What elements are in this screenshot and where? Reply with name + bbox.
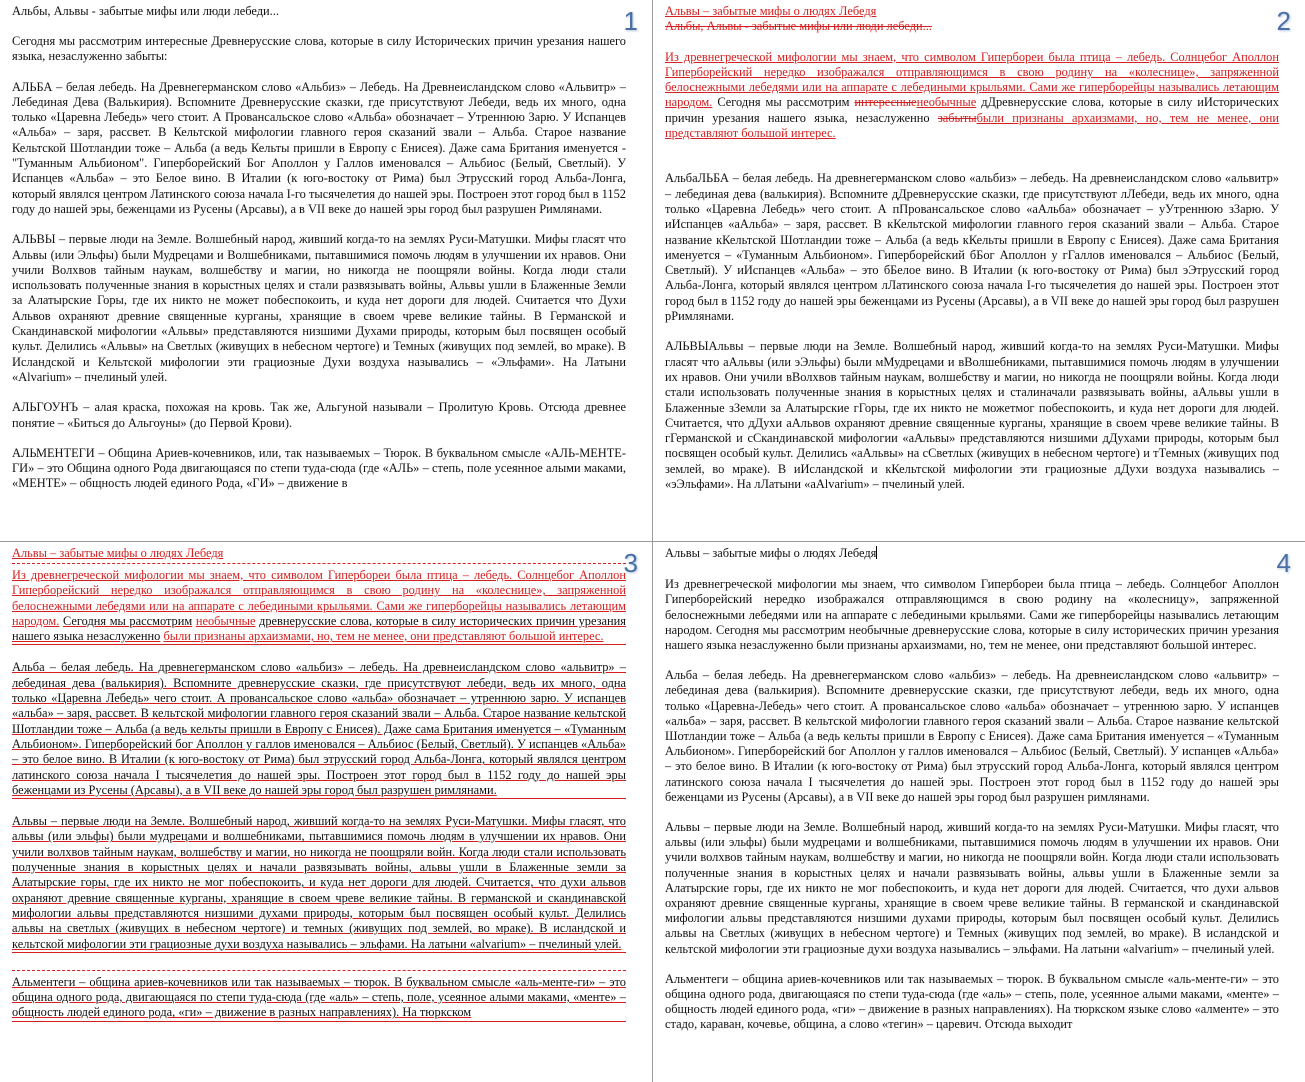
text-cursor [876, 546, 877, 559]
inserted-text: необычные [916, 95, 977, 110]
highlighted-text: необычные [195, 613, 256, 628]
deleted-text: забыты [937, 110, 977, 125]
paragraph-almentegi[interactable]: АЛЬМЕНТЕГИ – Община Ариев-кочевников, или, так называемых – Тюрок. В буквальном смысле «АЛЬ-МЕНТЕ-ГИ» – это Община одного Рода двигающаяся по степи туда-сюда (где «АЛЬ» – степь, поле усеянное алыми маками, «МЕНТЕ» – общность людей единого Рода, «ГИ» – движение в [12, 445, 626, 491]
section-divider [12, 563, 626, 564]
paragraph-alvy[interactable]: Альвы – первые люди на Земле. Волшебный народ, живший когда-то на землях Руси-Матушки. Мифы гласят, что альвы (или эльфы) были мудрецами и волшебниками, пытавшимися помочь людям в улучшении их нравов. Они учили волхвов тайным наукам, волшебству и магии, но никогда не поощряли войн. Когда люди стали использовать полученные знания в корыстных целях и начали развязывать войны, альвы ушли в Блаженные земли за Алатырские горы, где их никто не мог побеспокоить, и куда нет дороги для людей. Считается, что духи альвов охраняют древние священные курганы, хранящие в своем чреве великие тайны. В германской и скандинавской мифологии альвы представляются низшими духами природы, которым был посвящен особый культ. Делились альвы на светлых (живущих в небесном чертоге) и темных (живущих под землей, во мраке). В исландской и кельтской мифологии эти грациозные духи воздуха назывались – эльфами. На латыни «alvarium» – пчелиный улей. [12, 814, 626, 953]
paragraph-alba[interactable]: Альба – белая лебедь. На древнегерманском слово «альбиз» – лебедь. На древнеисландском слово «альвитр» – лебединая дева (валькирия). Вспомните древнерусские сказки, где присутствуют лебеди, ведь их много, одна только «Царевна Лебедь» чего стоит. А провансальское слово «альба» обозначает – утреннюю зарю. У испанцев «альба» – заря, рассвет. В кельтской мифологии главного героя сказаний звали – Альба. Старое название кельтской Шотландии тоже – Альба (а ведь кельты пришли в Европу с Енисея). Даже сама Британия именуется – «Туманным Альбионом». Гиперборейский бог Аполлон у галлов именовался – Альбиос (Белый, Светлый). У испанцев «Альба» – это белое вино. В Италии (к юго-востоку от Рима) был этрусский город Альба-Лонга, который являлся центром латинского союза начала I тысячелетия до нашей эры. Построен этот город был в 1152 году до нашей эры беженцами из Русены (Арсавы), а в VII веке до нашей эры город был разрушен римлянами. [12, 660, 626, 799]
panel-original [0, 0, 652, 541]
panel-track-changes [653, 0, 1305, 541]
paragraph-intro[interactable]: Из древнегреческой мифологии мы знаем, что символом Гипербореи была птица – лебедь. Солнцебог Аполлон Гиперборейский нередко изображался отправляющимся в свою родину на «колесницу», запряженной белоснежными лебедями или на аппарате с лебедиными крыльями. Сами же гиперборейцы назывались летающим народом. Сегодня мы рассмотрим необычные древнерусские слова, которые в силу исторических причин урезания нашего языка незаслуженно были признаны архаизмами, но, тем не менее, они представляют большой интерес. [665, 577, 1279, 653]
paragraph-alba[interactable]: АЛЬБА – белая лебедь. На Древнегерманском слово «Альбиз» – Лебедь. На Древнеисландском слово «Альвитр» – Лебединая Дева (Валькирия). Вспомните Древнерусские сказки, где присутствуют Лебеди, ведь их много, одна только «Царевна Лебедь» чего стоит. А Провансальское слово «Альба» обозначает – Утреннюю Зарю. У Испанцев «Альба» – заря, рассвет. В Кельтской мифологии главного героя сказаний звали – Альба. Старое название Кельтской Шотландии тоже – Альба (а ведь Кельты пришли в Европу с Енисея). Даже сама Британия именуется - "Туманным Альбионом". Гиперборейский Бог Аполлон у Галлов именовался – Альбиос (Белый, Светлый). У Испанцев «Альба» – это Белое вино. В Италии (к юго-востоку от Рима) был Этрусский город Альба-Лонга, который являлся центром Латинского союза начала I-го тысячелетия до нашей эры. Построен этот город был в 1152 году до нашей эры, беженцами из Русены (Арсавы), а в VII веке до нашей эры город был разрушен Римлянами. [12, 79, 626, 216]
highlighted-text: были признаны архаизмами, но, тем не менее, они представляют большой интерес. [163, 629, 604, 644]
body-text: Сегодня мы рассмотрим [717, 95, 850, 110]
body-text: дДревнерусские слова, которые в силу иИсторических причин урезания нашего языка, незаслуженно [665, 95, 1280, 125]
paragraph-alvy[interactable]: АЛЬВЫАльвы – первые люди на Земле. Волшебный народ, живший когда-то на землях Руси-Матушки. Мифы гласят что аАльвы (или эЭльфы) были мМудрецами и вВолшебниками, пытавшимися помочь людям в улучшении их нравов. Они учили вВолхвов тайным наукам, волшебству и магии, но никогда не поощряли войны. Когда люди стали использовать полученные знания в корыстных целях и сталиначали развязывать войны, аАльвы ушли в Блаженные зЗемли за Алатырские гГоры, где их никто не можетмог побеспокоить, и куда нет дороги для людей. Считается, что дДухи аАльвов охраняют древние священные курганы, хранящие в своем чреве великие тайны. В гГерманской и сСкандинавской мифологии «аАльвы» представляются низшими дДухами природы, которым был посвящен особый культ. Делились «аАльвы» на сСветлых (живущих в небесном чертоге) и тТемных (живущих под землей, во мраке). В иИсландской и кКельтской мифологии эти грациозные дДухи воздуха назывались – «эЭльфами». На лЛатыни «аAlvarium» – пчелиный улей. [665, 339, 1279, 492]
section-divider [12, 970, 626, 971]
paragraph-alba[interactable]: Альба – белая лебедь. На древнегерманском слово «альбиз» – лебедь. На древнеисландском слово «альвитр» – лебединая дева (валькирия). Вспомните древнерусские сказки, где присутствуют лебеди, ведь их много, одна только «Царевна-Лебедь» чего стоит. А провансальское слово «альба» обозначает – утреннюю зарю. У испанцев «альба» – заря, рассвет. В кельтской мифологии главного героя сказаний звали – Альба. Старое название кельтской Шотландии тоже – Альба (а ведь кельты пришли в Европу с Енисея). Даже сама Британия именуется – «Туманным Альбионом». Гиперборейский бог Аполлон у галлов именовался – Альбиос (Белый, Светлый). У испанцев «Альба» – это белое вино. В Италии (к юго-востоку от Рима) был этрусский город Альба-Лонга, который являлся центром латинского союза начала I тысячелетия до нашей эры. Построен этот город был в 1152 году до нашей эры беженцами из Русены (Арсавы), а в VII веке до нашей эры город был разрушен римлянами. [665, 668, 1279, 804]
title-text: Альвы – забытые мифы о людях Лебедя [665, 546, 877, 560]
paragraph-intro[interactable] [665, 50, 1279, 142]
horizontal-divider [0, 541, 1305, 542]
panel-formatting-marks [0, 542, 652, 1082]
body-text: древнерусские слова, которые в силу исторических причин урезания нашего языка незаслуженно [12, 613, 626, 644]
paragraph-alvy[interactable]: АЛЬВЫ – первые люди на Земле. Волшебный народ, живший когда-то на землях Руси-Матушки. Мифы гласят что Альвы (или Эльфы) были Мудрецами и Волшебниками, пытавшимися помочь людям в улучшении их нравов. Они учили Волхвов тайным наукам, волшебству и магии, но никогда не поощряли войны. Когда люди стали использовать полученные знания в корыстных целях и стали развязывать войны, Альвы ушли в Блаженные Земли за Алатырские Горы, где их никто не может побеспокоить, и куда нет дороги для людей. Считается что Духи Альвов охраняют древние священные курганы, хранящие в своем чреве великие тайны. В Германской и Скандинавской мифологии «Альвы» представляются низшими Духами природы, которым был посвящен особый культ. Делились «Альвы» на Светлых (живущих в небесном чертоге) и Темных (живущих под землей, во мраке). В Исландской и Кельтской мифологии эти грациозные Духи воздуха назывались – «Эльфами». На Латыни «Alvarium» – пчелиный улей. [12, 232, 626, 384]
highlighted-text: Из древнегреческой мифологии мы знаем, что символом Гипербореи была птица – лебедь. Солнцебог Аполлон Гиперборейский нередко изображался отправляющимся в свою родину на «колеснице», запряженной белоснежными лебедями или на аппарате с лебедиными крыльями. Сами же гиперборейцы назывались летающим народом. [12, 568, 626, 628]
paragraph-alba[interactable]: АльбаЛЬБА – белая лебедь. На древнегерманском слово «альбиз» – лебедь. На древнеисландском слово «альвитр» – лебединая дева (валькирия). Вспомните дДревнерусские сказки, где присутствуют лЛебеди, ведь их много, одна только «Царевна Лебедь» чего стоит. А пПровансальское слово «аАльба» обозначает – уУтреннюю зЗарю. У иИспанцев «аАльба» – заря, рассвет. В кКельтской мифологии главного героя сказаний звали – Альба. Старое название кКельтской Шотландии тоже – Альба (а ведь кКельты пришли в Европу с Енисея). Даже сама Британия именуется – «Туманным Альбионом». Гиперборейский бБог Аполлон у гГаллов именовался – Альбиос (Белый, Светлый). У иИспанцев «Альба» – это бБелое вино. В Италии (к юго-востоку от Рима) был эЭтрусский город Альба-Лонга, который являлся центром лЛатинского союза начала I-го тысячелетия до нашей эры. Построен этот город был в 1152 году до нашей эры беженцами из Русены (Арсавы), а в VII веке до нашей эры город был разрушен рРимлянами. [665, 171, 1279, 324]
document-page [665, 4, 1279, 492]
paragraph-algoun[interactable]: АЛЬГОУНЪ – алая краска, похожая на кровь. Так же, Альгуной называли – Пролитую Кровь. Отсюда древнее понятие – «Биться до Альгоуны» (до Первой Крови). [12, 400, 626, 430]
body-text: Сегодня мы рассмотрим [62, 613, 193, 628]
document-title[interactable]: Альбы, Альвы - забытые мифы или люди лебеди... [12, 4, 279, 18]
document-title-deleted[interactable]: Альбы, Альвы - забытые мифы или люди лебеди... [665, 19, 932, 34]
document-page [12, 546, 626, 1022]
paragraph-almentegi[interactable]: Альментеги – община ариев-кочевников или так называемых – тюрок. В буквальном смысле «аль-менте-ги» – это община одного рода, двигающаяся по степи туда-сюда (где «аль» – степь, поле, усеянное алыми маками, «менте» – общность людей единого рода, «ги» – движение в разных направлениях). На тюркском языке слово «алменте» – это стадо, караван, кочевье, община, а слово «тегин» – царевич. Отсюда выходит [665, 971, 1279, 1032]
paragraph-alvy[interactable]: Альвы – первые люди на Земле. Волшебный народ, живший когда-то на землях Руси-Матушки. Мифы гласят, что альвы (или эльфы) были мудрецами и волшебниками, пытавшимися помочь людям в улучшении их нравов. Они учили волхвов тайным наукам, волшебству и магии, но никогда не поощряли войн. Когда люди стали использовать полученные знания в корыстных целях и начали развязывать войны, альвы ушли в Блаженные земли за Алатырские горы, где их никто не мог побеспокоить, и куда нет дороги для людей. Считается, что духи альвов охраняют древние священные курганы, хранящие в своем чреве великие тайны. В германской и скандинавской мифологии альвы представляются низшими духами природы, которым был посвящен особый культ. Делились альвы на Светлых (живущих в небесном чертоге) и Темных (живущих под землей, во мраке). В исландской и кельтской мифологии эти грациозные духи воздуха назывались – эльфами. На латыни «alvarium» – пчелиный улей. [665, 820, 1279, 956]
panel-number: 3 [623, 548, 638, 578]
inserted-text: Из древнегреческой мифологии мы знаем, что символом Гипербореи была птица – лебедь. Солнцебог Аполлон Гиперборейский нередко изображался отправляющимся в свою родину на «колеснице», запряженной белоснежными лебедями или на аппарате с лебедиными крыльями. Сами же гиперборейцы назывались летающим народом. [665, 49, 1279, 110]
paragraph-intro[interactable] [12, 568, 626, 645]
document-title[interactable] [665, 546, 1279, 561]
panel-number: 4 [1276, 548, 1291, 578]
panel-number: 2 [1276, 6, 1291, 36]
document-page [665, 546, 1279, 1033]
document-title-inserted[interactable]: Альвы – забытые мифы о людях Лебедя [665, 4, 877, 18]
document-title[interactable]: Альвы – забытые мифы о людях Лебедя [12, 546, 224, 560]
inserted-text: были признаны архаизмами, но, тем не менее, они представляют большой интерес. [665, 110, 1279, 141]
deleted-text: интересные [854, 95, 917, 110]
panel-final [653, 542, 1305, 1082]
document-page [12, 4, 626, 492]
panel-number: 1 [623, 6, 638, 36]
paragraph-intro[interactable]: Сегодня мы рассмотрим интересные Древнерусские слова, которые в силу Исторических причин урезания нашего языка, незаслуженно забыты: [12, 34, 626, 64]
paragraph-almentegi[interactable]: Альментеги – община ариев-кочевников или так называемых – тюрок. В буквальном смысле «аль-менте-ги» – это община одного рода, двигающаяся по степи туда-сюда (где «аль» – степь, поле, усеянное алыми маками, «менте» – общность людей единого рода, «ги» – движение в разных направлениях). На тюркском [12, 975, 626, 1022]
